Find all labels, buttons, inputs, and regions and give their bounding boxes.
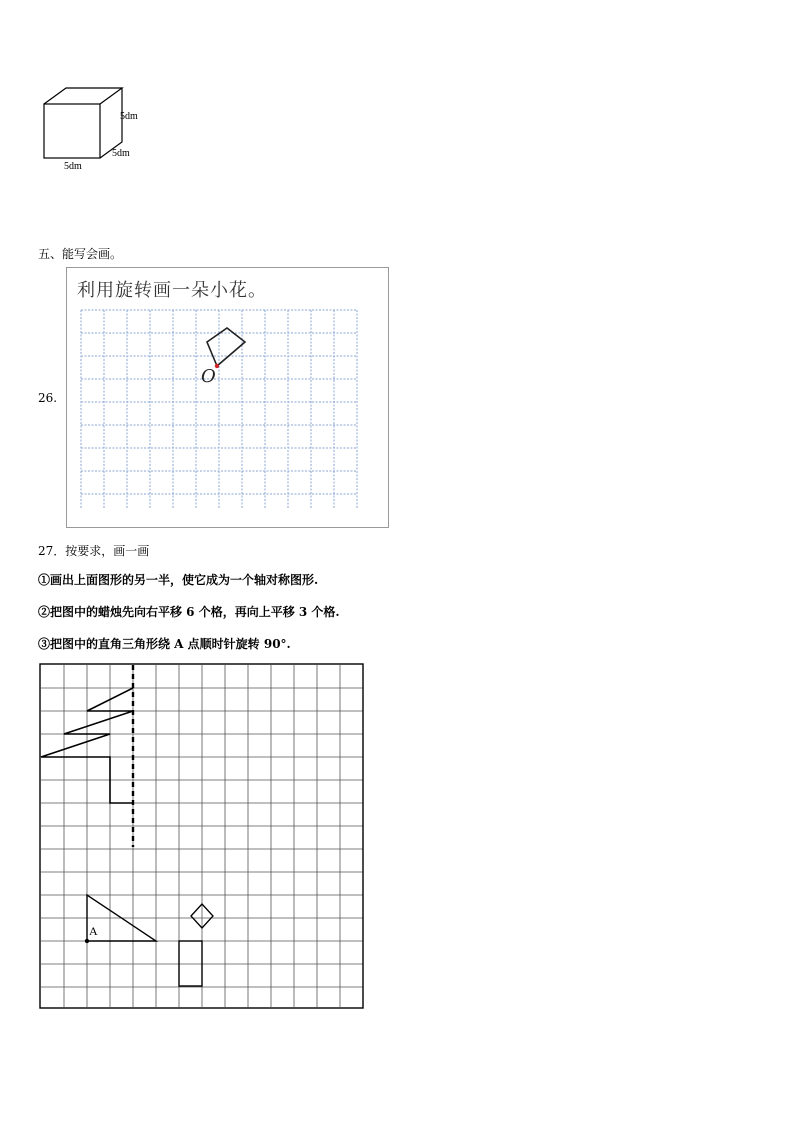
triangle-point-a bbox=[85, 939, 89, 943]
drawing-grid bbox=[39, 663, 365, 1009]
cube-width-label: 5dm bbox=[64, 161, 82, 172]
question-27-prompt: 27．按要求，画一画 bbox=[38, 544, 150, 558]
cube-front-face bbox=[44, 104, 100, 158]
cube-depth-label: 5dm bbox=[112, 148, 130, 159]
section-heading: 五、能写会画。 bbox=[38, 247, 123, 261]
rotation-exercise-image bbox=[66, 267, 389, 528]
question-26-number: 26. bbox=[38, 391, 58, 405]
rotation-image-title: 利用旋转画一朵小花。 bbox=[77, 280, 267, 301]
rotation-grid-lines bbox=[81, 310, 357, 508]
cube-top-face bbox=[44, 88, 122, 104]
question-27-task-1: ①画出上面图形的另一半，使它成为一个轴对称图形. bbox=[38, 573, 319, 587]
cube-height-label: 5dm bbox=[120, 111, 138, 122]
question-27-task-2: ②把图中的蜡烛先向右平移 6 个格，再向上平移 3 个格. bbox=[38, 605, 340, 619]
triangle-point-a-label: A bbox=[89, 924, 98, 938]
cube-figure bbox=[36, 84, 156, 174]
question-27-task-3: ③把图中的直角三角形绕 A 点顺时针旋转 90°. bbox=[38, 637, 291, 651]
candle-body bbox=[179, 941, 202, 986]
rotation-center-label: O bbox=[201, 366, 216, 387]
kite-petal-shape bbox=[207, 328, 245, 366]
rotation-grid bbox=[79, 308, 359, 508]
